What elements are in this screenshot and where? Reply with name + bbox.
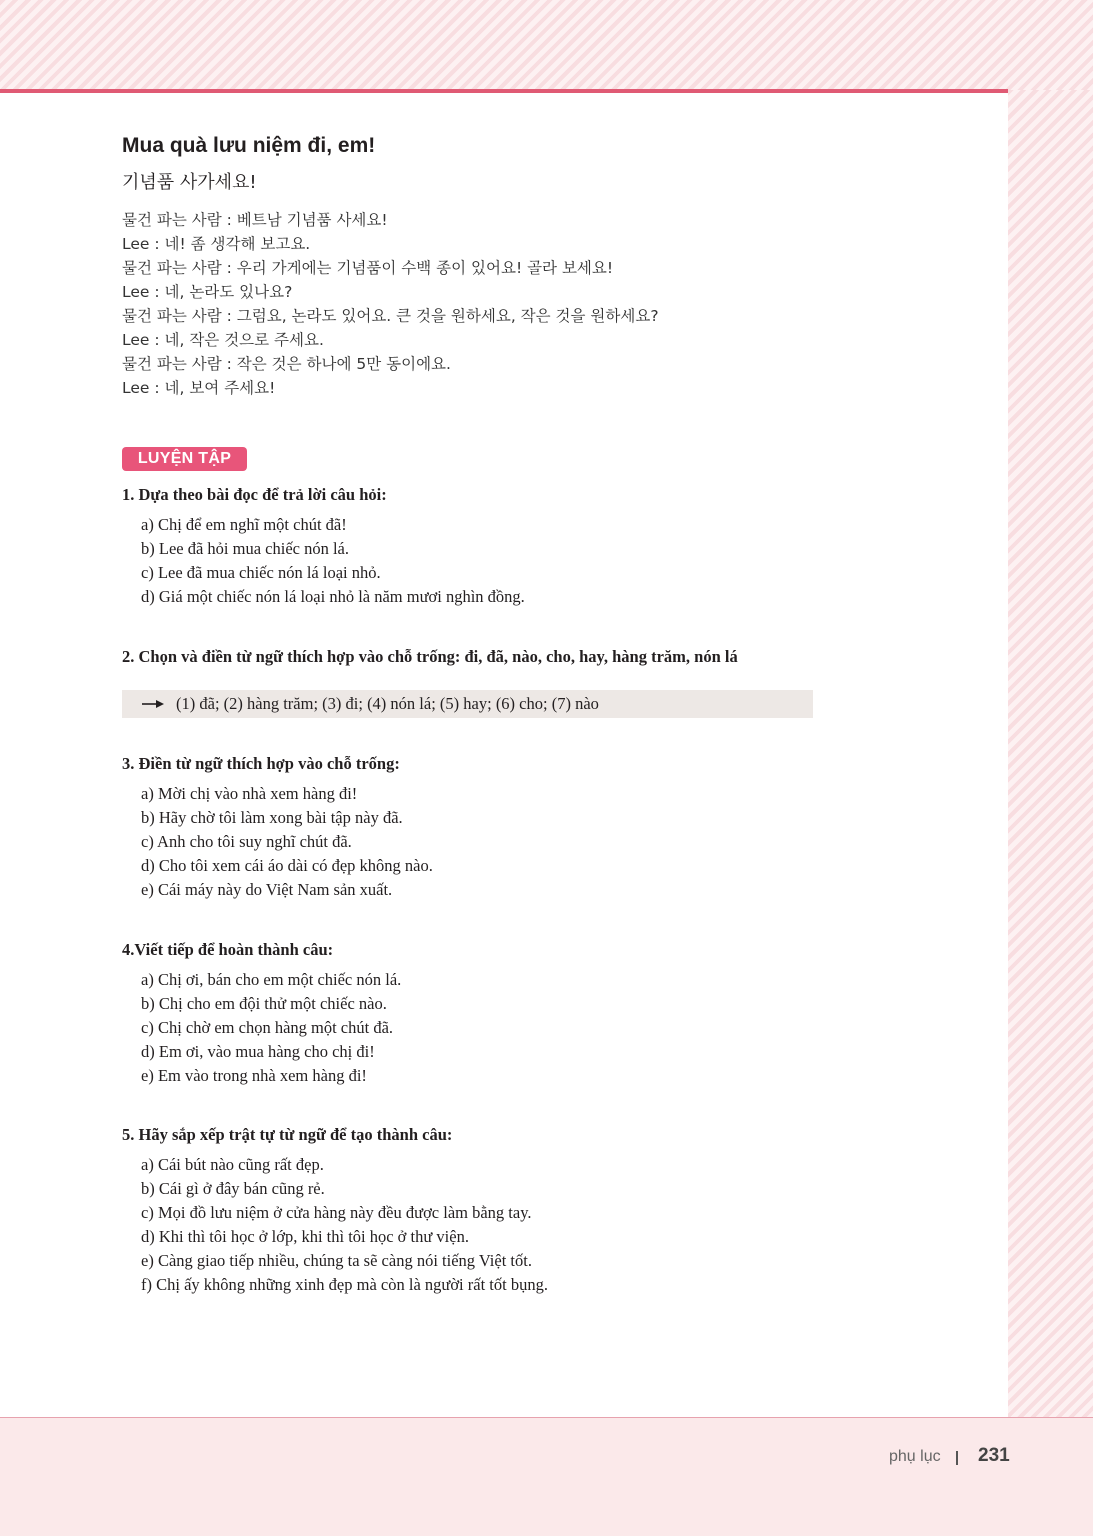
question-title: 2. Chọn và điền từ ngữ thích hợp vào chỗ trống: đi, đã, nào, cho, hay, hàng trăm, nón lá	[122, 647, 738, 666]
question-title: 1. Dựa theo bài đọc để trả lời câu hỏi:	[122, 485, 387, 504]
list-item: d) Cho tôi xem cái áo dài có đẹp không nào.	[141, 856, 433, 875]
page-number: 231	[978, 1445, 1010, 1466]
list-item: c) Anh cho tôi suy nghĩ chút đã.	[141, 832, 352, 851]
top-decorative-stripes	[0, 0, 1093, 90]
list-item: f) Chị ấy không những xinh đẹp mà còn là người rất tốt bụng.	[141, 1275, 548, 1294]
lesson-subtitle: 기념품 사가세요!	[122, 172, 257, 193]
list-item: b) Lee đã hỏi mua chiếc nón lá.	[141, 539, 349, 558]
answer-text: (1) đã; (2) hàng trăm; (3) đi; (4) nón lá; (5) hay; (6) cho; (7) nào	[176, 694, 599, 713]
list-item: d) Khi thì tôi học ở lớp, khi thì tôi học ở thư viện.	[141, 1227, 469, 1246]
question-1	[122, 483, 982, 609]
question-5	[122, 1123, 982, 1297]
list-item: d) Em ơi, vào mua hàng cho chị đi!	[141, 1042, 375, 1061]
dialogue-line: Lee : 네! 좀 생각해 보고요.	[122, 235, 311, 253]
dialogue-line: 물건 파는 사람 : 베트남 기념품 사세요!	[122, 211, 388, 229]
arrow-right-icon	[142, 690, 164, 718]
answer-box	[122, 690, 813, 718]
dialogue-line: 물건 파는 사람 : 그럼요, 논라도 있어요. 큰 것을 원하세요, 작은 것을 원하세요?	[122, 307, 659, 325]
footer-divider	[956, 1451, 958, 1465]
list-item: c) Chị chờ em chọn hàng một chút đã.	[141, 1018, 394, 1037]
bottom-accent-rule	[0, 1417, 1093, 1418]
question-title: 3. Điền từ ngữ thích hợp vào chỗ trống:	[122, 754, 400, 773]
question-2	[122, 645, 982, 669]
list-item: a) Mời chị vào nhà xem hàng đi!	[141, 784, 358, 803]
answer-list	[122, 968, 982, 1088]
dialogue-line: 물건 파는 사람 : 작은 것은 하나에 5만 동이에요.	[122, 355, 451, 373]
list-item: b) Cái gì ở đây bán cũng rẻ.	[141, 1179, 325, 1198]
list-item: d) Giá một chiếc nón lá loại nhỏ là năm mươi nghìn đồng.	[141, 587, 525, 606]
list-item: b) Hãy chờ tôi làm xong bài tập này đã.	[141, 808, 403, 827]
list-item: c) Mọi đồ lưu niệm ở cửa hàng này đều được làm bằng tay.	[141, 1203, 532, 1222]
footer-section-label: phụ lục	[889, 1448, 941, 1465]
dialogue-line: 물건 파는 사람 : 우리 가게에는 기념품이 수백 종이 있어요! 골라 보세요!	[122, 259, 614, 277]
practice-badge: LUYỆN TẬP	[122, 447, 247, 471]
dialogue-line: Lee : 네, 논라도 있나요?	[122, 283, 293, 301]
answer-list	[122, 1153, 982, 1297]
answer-list	[122, 513, 982, 609]
answer-list	[122, 782, 982, 902]
dialogue-line: Lee : 네, 작은 것으로 주세요.	[122, 331, 324, 349]
question-title: 5. Hãy sắp xếp trật tự từ ngữ để tạo thành câu:	[122, 1125, 453, 1144]
list-item: a) Chị để em nghĩ một chút đã!	[141, 515, 347, 534]
question-4	[122, 938, 982, 1088]
list-item: e) Em vào trong nhà xem hàng đi!	[141, 1066, 367, 1085]
list-item: b) Chị cho em đội thử một chiếc nào.	[141, 994, 387, 1013]
list-item: a) Cái bút nào cũng rất đẹp.	[141, 1155, 324, 1174]
dialogue	[122, 208, 659, 400]
question-3	[122, 752, 982, 902]
question-title: 4.Viết tiếp để hoàn thành câu:	[122, 940, 334, 959]
list-item: c) Lee đã mua chiếc nón lá loại nhỏ.	[141, 563, 381, 582]
list-item: e) Càng giao tiếp nhiều, chúng ta sẽ càng nói tiếng Việt tốt.	[141, 1251, 532, 1270]
list-item: e) Cái máy này do Việt Nam sản xuất.	[141, 880, 393, 899]
right-decorative-stripes	[1008, 90, 1093, 1418]
footer-band	[0, 1418, 1093, 1536]
lesson-title: Mua quà lưu niệm đi, em!	[122, 134, 376, 157]
list-item: a) Chị ơi, bán cho em một chiếc nón lá.	[141, 970, 402, 989]
dialogue-line: Lee : 네, 보여 주세요!	[122, 379, 276, 397]
